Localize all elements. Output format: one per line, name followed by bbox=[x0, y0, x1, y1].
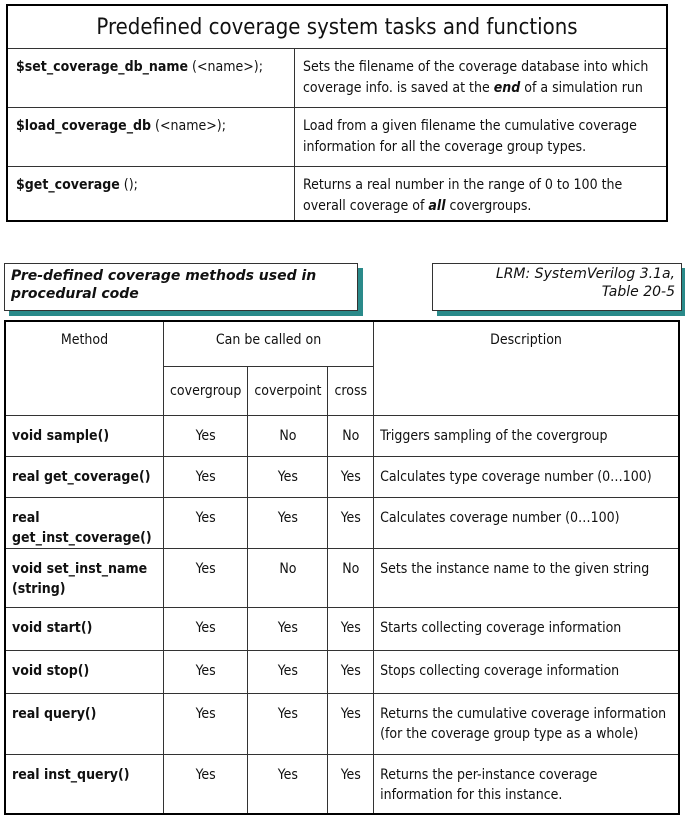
table-row bbox=[5, 498, 679, 549]
cross-cell: Yes bbox=[328, 694, 374, 755]
coverpoint-cell: No bbox=[248, 416, 328, 457]
task-description bbox=[295, 49, 668, 108]
lrm-reference bbox=[432, 263, 682, 311]
method-cell: real get_coverage() bbox=[5, 457, 164, 498]
method-cell: void start() bbox=[5, 608, 164, 651]
coverpoint-header: coverpoint bbox=[248, 367, 328, 416]
task-name: $get_coverage bbox=[16, 177, 120, 193]
method-cell: void set_inst_name (string) bbox=[5, 549, 164, 608]
lrm-reference-line1: LRM: SystemVerilog 3.1a, bbox=[495, 266, 675, 282]
task-name-cell bbox=[7, 49, 295, 108]
cross-cell: Yes bbox=[328, 651, 374, 694]
coverpoint-cell: Yes bbox=[248, 755, 328, 815]
table-row bbox=[7, 167, 667, 222]
method-cell: void sample() bbox=[5, 416, 164, 457]
covergroup-cell: Yes bbox=[164, 651, 248, 694]
method-cell: void stop() bbox=[5, 651, 164, 694]
desc-text: covergroups. bbox=[445, 198, 532, 214]
description-cell: Returns the per-instance coverage information for this instance. bbox=[374, 755, 679, 815]
cross-cell: Yes bbox=[328, 755, 374, 815]
description-cell: Calculates type coverage number (0…100) bbox=[374, 457, 679, 498]
table-row bbox=[7, 108, 667, 167]
desc-text: Returns a real number in the range of 0 to 100 the overall coverage of bbox=[303, 177, 623, 214]
method-header: Method bbox=[5, 321, 164, 416]
method-cell: real inst_query() bbox=[5, 755, 164, 815]
covergroup-cell: Yes bbox=[164, 549, 248, 608]
system-tasks-title: Predefined coverage system tasks and functions bbox=[7, 5, 667, 49]
desc-text: Sets the filename of the coverage database into which coverage info. is saved at the bbox=[303, 59, 649, 96]
coverage-methods-table bbox=[4, 320, 680, 815]
table-row bbox=[5, 549, 679, 608]
covergroup-cell: Yes bbox=[164, 694, 248, 755]
covergroup-cell: Yes bbox=[164, 498, 248, 549]
methods-caption: Pre-defined coverage methods used in procedural code bbox=[4, 263, 358, 311]
covergroup-cell: Yes bbox=[164, 755, 248, 815]
table-row bbox=[7, 49, 667, 108]
desc-emphasis: all bbox=[428, 198, 446, 214]
description-cell: Stops collecting coverage information bbox=[374, 651, 679, 694]
cross-cell: Yes bbox=[328, 608, 374, 651]
task-args: (); bbox=[119, 177, 138, 193]
task-description bbox=[295, 108, 668, 167]
task-name-cell bbox=[7, 167, 295, 222]
covergroup-cell: Yes bbox=[164, 608, 248, 651]
description-header: Description bbox=[374, 321, 679, 416]
method-cell: real get_inst_coverage() bbox=[5, 498, 164, 549]
can-be-called-on-header: Can be called on bbox=[164, 321, 374, 367]
description-cell: Returns the cumulative coverage information (for the coverage group type as a whole) bbox=[374, 694, 679, 755]
coverpoint-cell: Yes bbox=[248, 694, 328, 755]
task-name-cell bbox=[7, 108, 295, 167]
coverpoint-cell: Yes bbox=[248, 457, 328, 498]
coverpoint-cell: Yes bbox=[248, 651, 328, 694]
system-tasks-table bbox=[6, 4, 668, 222]
coverpoint-cell: Yes bbox=[248, 608, 328, 651]
cross-cell: No bbox=[328, 416, 374, 457]
desc-emphasis: end bbox=[493, 80, 521, 96]
task-description bbox=[295, 167, 668, 222]
cross-header: cross bbox=[328, 367, 374, 416]
table-row bbox=[5, 755, 679, 815]
desc-text: Load from a given filename the cumulative coverage information for all the coverage group types. bbox=[303, 118, 637, 155]
table-row bbox=[5, 416, 679, 457]
cross-cell: Yes bbox=[328, 457, 374, 498]
cross-cell: Yes bbox=[328, 498, 374, 549]
table-row bbox=[5, 608, 679, 651]
task-name: $set_coverage_db_name bbox=[16, 59, 189, 75]
coverpoint-cell: Yes bbox=[248, 498, 328, 549]
description-cell: Calculates coverage number (0…100) bbox=[374, 498, 679, 549]
covergroup-header: covergroup bbox=[164, 367, 248, 416]
desc-text: of a simulation run bbox=[520, 80, 643, 96]
covergroup-cell: Yes bbox=[164, 457, 248, 498]
description-cell: Sets the instance name to the given string bbox=[374, 549, 679, 608]
lrm-reference-line2: Table 20-5 bbox=[601, 284, 675, 300]
covergroup-cell: Yes bbox=[164, 416, 248, 457]
task-args: (<name>); bbox=[188, 59, 263, 75]
description-cell: Starts collecting coverage information bbox=[374, 608, 679, 651]
task-name: $load_coverage_db bbox=[16, 118, 152, 134]
method-cell: real query() bbox=[5, 694, 164, 755]
cross-cell: No bbox=[328, 549, 374, 608]
task-args: (<name>); bbox=[151, 118, 226, 134]
coverpoint-cell: No bbox=[248, 549, 328, 608]
table-row bbox=[5, 694, 679, 755]
description-cell: Triggers sampling of the covergroup bbox=[374, 416, 679, 457]
table-row bbox=[5, 651, 679, 694]
table-row bbox=[5, 457, 679, 498]
